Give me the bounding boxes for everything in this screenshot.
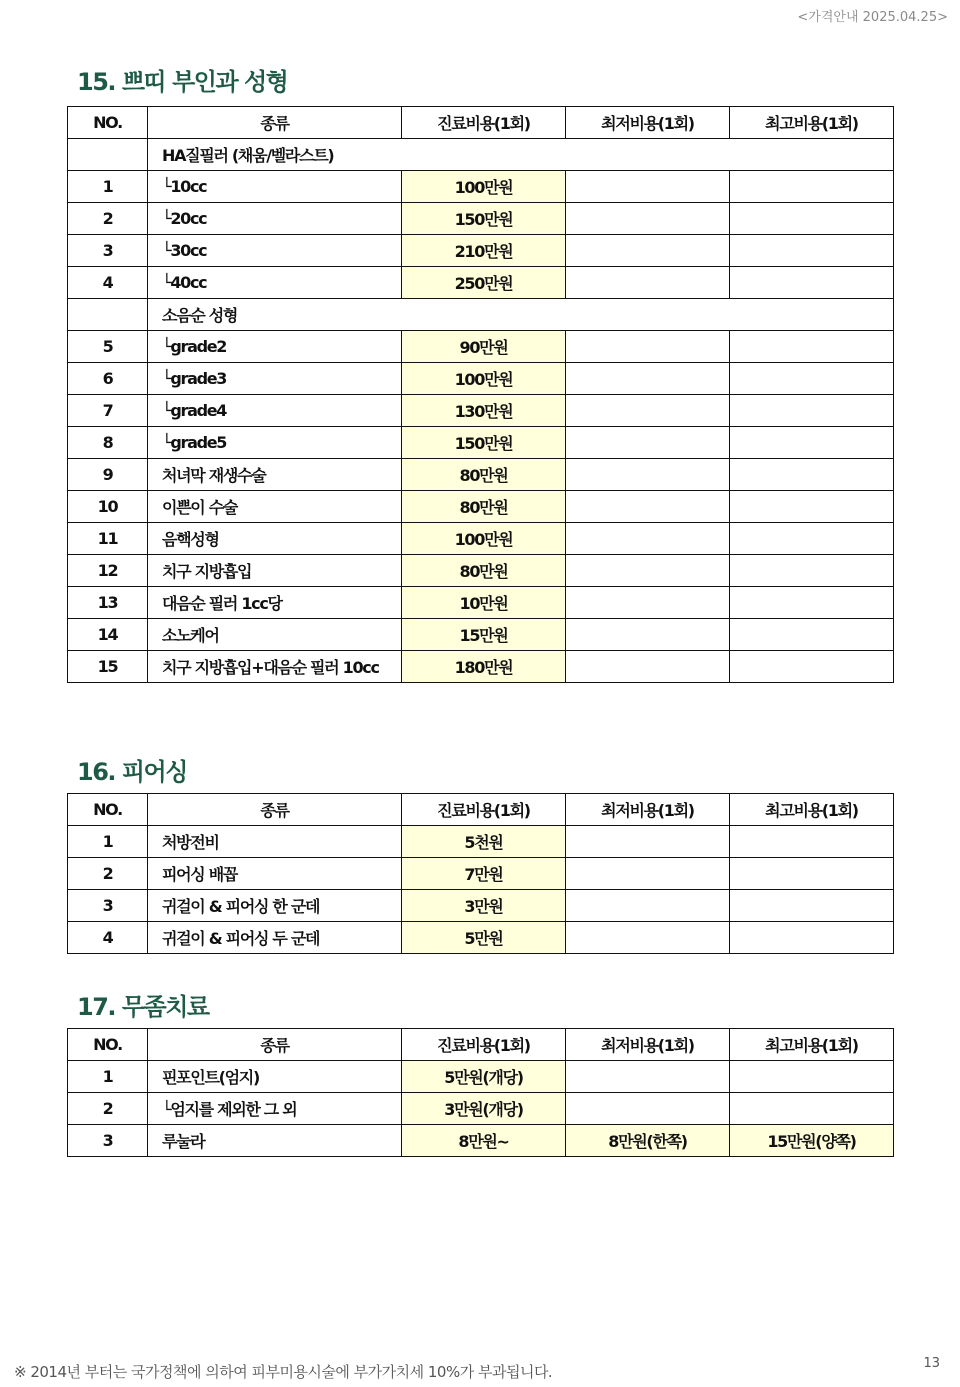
table-body: [68, 139, 894, 683]
table-row: [68, 171, 894, 203]
table-row: [68, 555, 894, 587]
row-price-cell: 100만원: [402, 171, 566, 203]
table-body: [68, 826, 894, 954]
table-group-row: [68, 299, 894, 331]
row-price-cell: 80만원: [402, 555, 566, 587]
row-name-cell: └30cc: [148, 235, 402, 267]
row-min-cell: [566, 555, 730, 587]
row-max-cell: [730, 1093, 894, 1125]
table-row: [68, 523, 894, 555]
row-max-cell: [730, 1061, 894, 1093]
row-name-cell: └grade3: [148, 363, 402, 395]
row-name-cell: └엄지를 제외한 그 외: [148, 1093, 402, 1125]
row-min-cell: 8만원(한쪽): [566, 1125, 730, 1157]
header-price: 진료비용(1회): [402, 1029, 566, 1061]
header-max: 최고비용(1회): [730, 1029, 894, 1061]
table-row: [68, 363, 894, 395]
table-row: [68, 427, 894, 459]
row-no-cell: 13: [68, 587, 148, 619]
row-name-cell: └10cc: [148, 171, 402, 203]
row-name-cell: 소노케어: [148, 619, 402, 651]
table-row: [68, 267, 894, 299]
row-price-cell: 150만원: [402, 203, 566, 235]
row-price-cell: 8만원~: [402, 1125, 566, 1157]
price-table-17: [67, 1028, 894, 1157]
table-row: [68, 587, 894, 619]
row-no-cell: 4: [68, 267, 148, 299]
row-max-cell: [730, 523, 894, 555]
row-max-cell: [730, 331, 894, 363]
row-price-cell: 80만원: [402, 491, 566, 523]
table-header-row: [68, 1029, 894, 1061]
row-name-cell: └grade2: [148, 331, 402, 363]
row-max-cell: [730, 459, 894, 491]
row-name-cell: └grade4: [148, 395, 402, 427]
row-name-cell: 처방전비: [148, 826, 402, 858]
header-min: 최저비용(1회): [566, 1029, 730, 1061]
row-name-cell: 귀걸이 & 피어싱 두 군데: [148, 922, 402, 954]
table-row: [68, 826, 894, 858]
price-notice-date: <가격안내 2025.04.25>: [797, 10, 948, 25]
row-no-cell: 3: [68, 890, 148, 922]
header-no: NO.: [68, 107, 148, 139]
row-name-cell: 치구 지방흡입: [148, 555, 402, 587]
row-price-cell: 5천원: [402, 826, 566, 858]
row-max-cell: [730, 235, 894, 267]
row-price-cell: 5만원: [402, 922, 566, 954]
row-no-cell: 12: [68, 555, 148, 587]
row-min-cell: [566, 523, 730, 555]
row-price-cell: 100만원: [402, 363, 566, 395]
row-price-cell: 7만원: [402, 858, 566, 890]
row-no-cell: 10: [68, 491, 148, 523]
table-row: [68, 235, 894, 267]
table-row: [68, 203, 894, 235]
row-no-cell: 3: [68, 235, 148, 267]
row-max-cell: [730, 826, 894, 858]
row-min-cell: [566, 459, 730, 491]
header-kind: 종류: [148, 1029, 402, 1061]
row-no-cell: 14: [68, 619, 148, 651]
row-max-cell: [730, 171, 894, 203]
row-no-cell: 1: [68, 1061, 148, 1093]
table-row: [68, 395, 894, 427]
row-min-cell: [566, 858, 730, 890]
row-max-cell: [730, 555, 894, 587]
row-min-cell: [566, 826, 730, 858]
row-no-cell: 15: [68, 651, 148, 683]
row-min-cell: [566, 651, 730, 683]
table-row: [68, 651, 894, 683]
table-row: [68, 1125, 894, 1157]
price-table-15: [67, 106, 894, 683]
vat-footnote: ※ 2014년 부터는 국가정책에 의하여 피부미용시술에 부가가치세 10%가 부과됩니다.: [14, 1363, 553, 1381]
header-kind: 종류: [148, 794, 402, 826]
row-price-cell: 5만원(개당): [402, 1061, 566, 1093]
table-row: [68, 619, 894, 651]
row-price-cell: 250만원: [402, 267, 566, 299]
row-price-cell: 10만원: [402, 587, 566, 619]
row-no-cell: [68, 299, 148, 331]
row-max-cell: [730, 363, 894, 395]
row-price-cell: 130만원: [402, 395, 566, 427]
row-price-cell: 180만원: [402, 651, 566, 683]
header-no: NO.: [68, 1029, 148, 1061]
header-no: NO.: [68, 794, 148, 826]
row-price-cell: 210만원: [402, 235, 566, 267]
row-max-cell: [730, 922, 894, 954]
row-min-cell: [566, 363, 730, 395]
row-min-cell: [566, 491, 730, 523]
row-no-cell: 8: [68, 427, 148, 459]
table-header-row: [68, 794, 894, 826]
page-number: 13: [923, 1356, 940, 1371]
row-name-cell: 귀걸이 & 피어싱 한 군데: [148, 890, 402, 922]
section-title-17: 17. 무좀치료: [77, 993, 209, 1021]
section-title-16: 16. 피어싱: [77, 758, 187, 786]
row-no-cell: 2: [68, 858, 148, 890]
row-max-cell: [730, 203, 894, 235]
row-max-cell: [730, 427, 894, 459]
header-max: 최고비용(1회): [730, 107, 894, 139]
row-no-cell: 1: [68, 826, 148, 858]
table-row: [68, 491, 894, 523]
row-no-cell: 7: [68, 395, 148, 427]
row-min-cell: [566, 922, 730, 954]
row-name-cell: 루눌라: [148, 1125, 402, 1157]
row-name-cell: 핀포인트(엄지): [148, 1061, 402, 1093]
header-max: 최고비용(1회): [730, 794, 894, 826]
table-row: [68, 331, 894, 363]
row-min-cell: [566, 395, 730, 427]
row-no-cell: 6: [68, 363, 148, 395]
row-min-cell: [566, 331, 730, 363]
header-min: 최저비용(1회): [566, 107, 730, 139]
row-group-name-cell: 소음순 성형: [148, 299, 894, 331]
table-row: [68, 858, 894, 890]
row-name-cell: └40cc: [148, 267, 402, 299]
row-min-cell: [566, 1061, 730, 1093]
table-row: [68, 1061, 894, 1093]
row-price-cell: 15만원: [402, 619, 566, 651]
row-max-cell: [730, 858, 894, 890]
header-kind: 종류: [148, 107, 402, 139]
table-row: [68, 890, 894, 922]
row-no-cell: 5: [68, 331, 148, 363]
section-title-15: 15. 쁘띠 부인과 성형: [77, 68, 288, 96]
row-max-cell: [730, 491, 894, 523]
header-price: 진료비용(1회): [402, 107, 566, 139]
row-max-cell: 15만원(양쪽): [730, 1125, 894, 1157]
row-group-name-cell: HA질필러 (채움/벨라스트): [148, 139, 894, 171]
row-max-cell: [730, 587, 894, 619]
table-row: [68, 1093, 894, 1125]
row-name-cell: 처녀막 재생수술: [148, 459, 402, 491]
row-min-cell: [566, 203, 730, 235]
row-max-cell: [730, 619, 894, 651]
row-min-cell: [566, 890, 730, 922]
table-header-row: [68, 107, 894, 139]
row-max-cell: [730, 651, 894, 683]
row-min-cell: [566, 619, 730, 651]
row-no-cell: 4: [68, 922, 148, 954]
row-min-cell: [566, 587, 730, 619]
table-body: [68, 1061, 894, 1157]
row-name-cell: └20cc: [148, 203, 402, 235]
row-min-cell: [566, 235, 730, 267]
row-no-cell: 3: [68, 1125, 148, 1157]
row-name-cell: 음핵성형: [148, 523, 402, 555]
row-price-cell: 3만원: [402, 890, 566, 922]
row-name-cell: 이쁜이 수술: [148, 491, 402, 523]
row-max-cell: [730, 395, 894, 427]
row-price-cell: 100만원: [402, 523, 566, 555]
header-price: 진료비용(1회): [402, 794, 566, 826]
row-price-cell: 80만원: [402, 459, 566, 491]
row-name-cell: └grade5: [148, 427, 402, 459]
row-no-cell: 2: [68, 1093, 148, 1125]
row-max-cell: [730, 890, 894, 922]
row-name-cell: 치구 지방흡입+대음순 필러 10cc: [148, 651, 402, 683]
row-min-cell: [566, 427, 730, 459]
row-min-cell: [566, 1093, 730, 1125]
row-name-cell: 피어싱 배꼽: [148, 858, 402, 890]
table-row: [68, 922, 894, 954]
row-no-cell: 2: [68, 203, 148, 235]
row-no-cell: [68, 139, 148, 171]
price-table-16: [67, 793, 894, 954]
row-min-cell: [566, 171, 730, 203]
row-max-cell: [730, 267, 894, 299]
table-group-row: [68, 139, 894, 171]
row-price-cell: 3만원(개당): [402, 1093, 566, 1125]
row-price-cell: 90만원: [402, 331, 566, 363]
row-no-cell: 11: [68, 523, 148, 555]
row-name-cell: 대음순 필러 1cc당: [148, 587, 402, 619]
row-min-cell: [566, 267, 730, 299]
row-no-cell: 1: [68, 171, 148, 203]
row-no-cell: 9: [68, 459, 148, 491]
table-row: [68, 459, 894, 491]
header-min: 최저비용(1회): [566, 794, 730, 826]
row-price-cell: 150만원: [402, 427, 566, 459]
